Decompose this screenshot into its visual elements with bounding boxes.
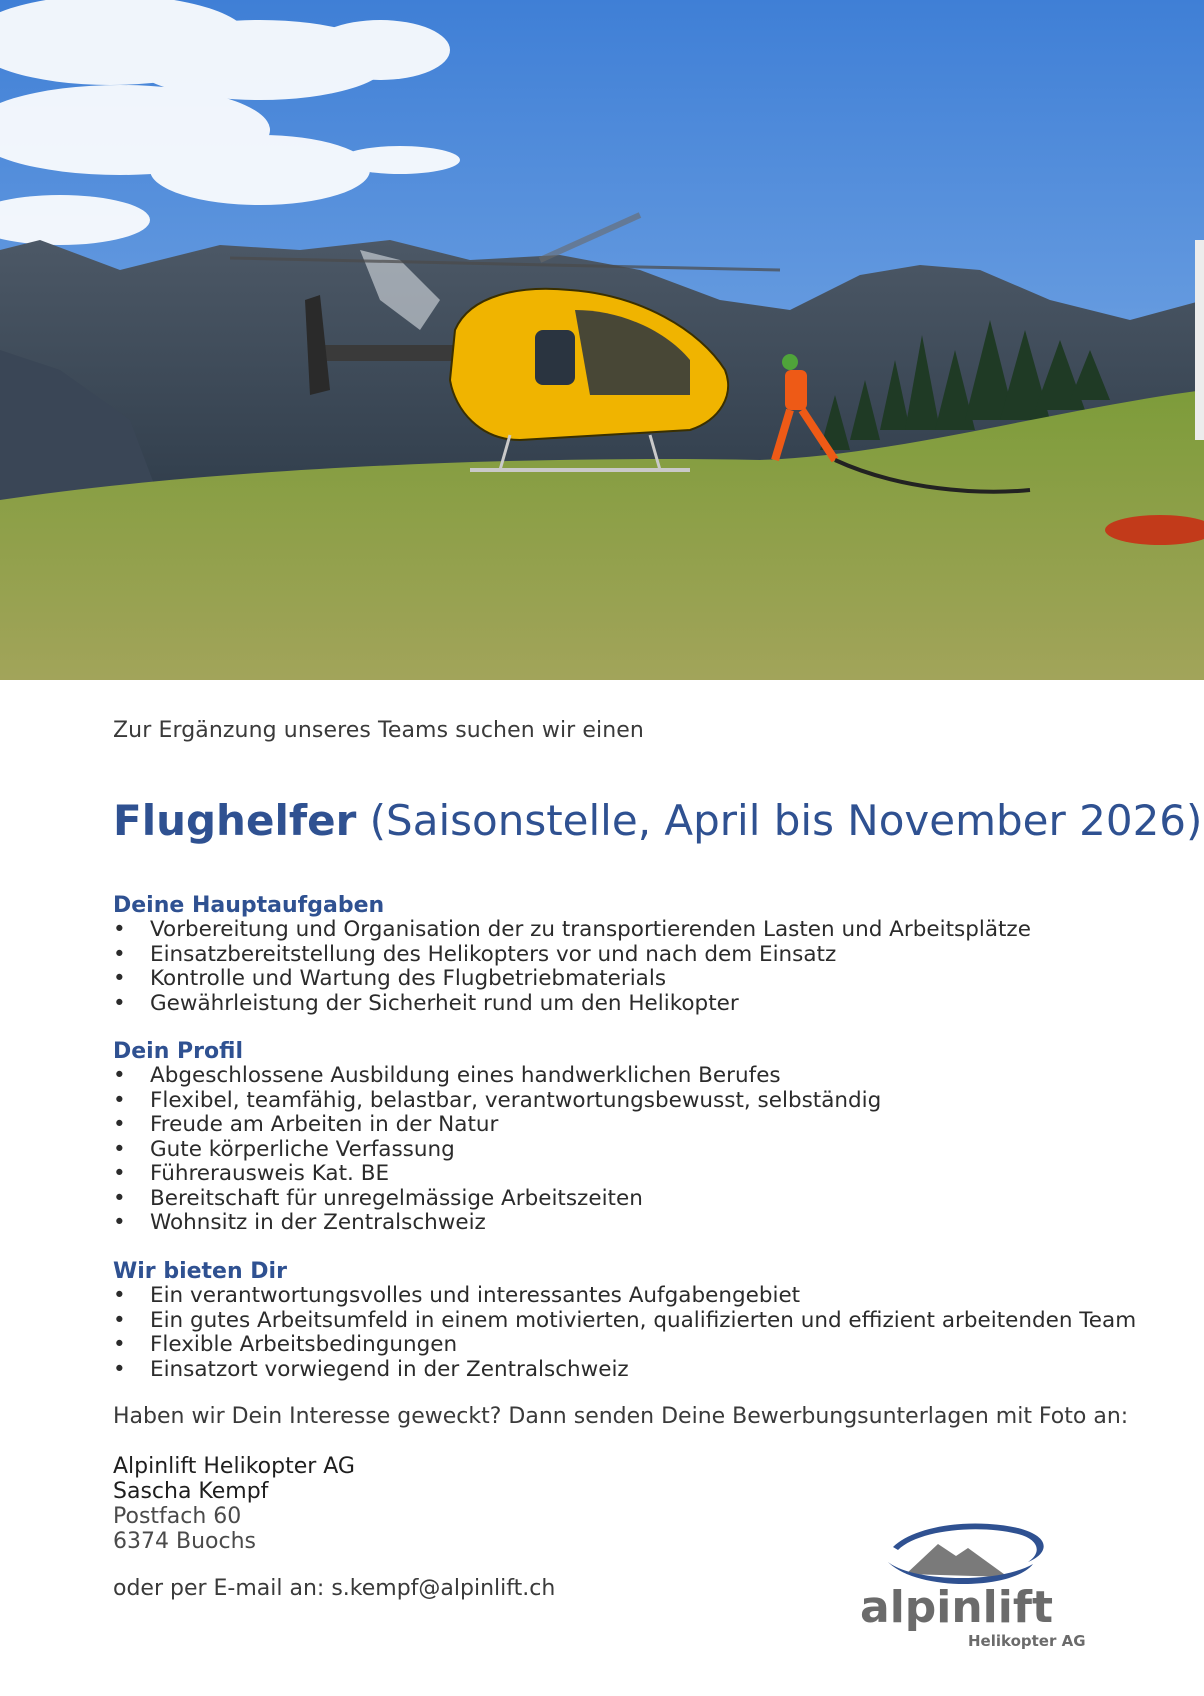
list-item: • Flexible Arbeitsbedingungen [113,1332,458,1357]
intro-text: Zur Ergänzung unseres Teams suchen wir einen [113,718,644,743]
helicopter-mountain-illustration [0,0,1204,680]
list-item: • Führerausweis Kat. BE [113,1161,390,1186]
bullet-list [113,918,1113,1016]
logo-wordmark: alpinlift [860,1582,1054,1633]
company-name: Alpinlift Helikopter AG [113,1454,355,1479]
list-item: • Wohnsitz in der Zentralschweiz [113,1210,486,1235]
list-item: • Gewährleistung der Sicherheit rund um den Helikopter [113,990,739,1016]
email-line[interactable]: oder per E-mail an: s.kempf@alpinlift.ch [113,1576,556,1601]
list-item: • Bereitschaft für unregelmässige Arbeitszeiten [113,1185,643,1211]
list-item: • Ein gutes Arbeitsumfeld in einem motivierten, qualifizierten und effizient arbeitenden Team [113,1307,1137,1333]
list-item: • Abgeschlossene Ausbildung eines handwerklichen Berufes [113,1063,781,1088]
hero-photo [0,0,1204,680]
contact-address [113,1454,355,1554]
logo-mark-icon [858,1522,1098,1652]
list-item: • Gute körperliche Verfassung [113,1136,455,1162]
job-title [113,796,1202,845]
list-item: • Flexibel, teamfähig, belastbar, verantwortungsbewusst, selbständig [113,1087,882,1113]
list-item: • Vorbereitung und Organisation der zu transportierenden Lasten und Arbeitsplätze [113,917,1031,942]
bullet-list [113,1064,1113,1236]
postal-city: 6374 Buochs [113,1529,256,1554]
logo-tagline: Helikopter AG [968,1632,1086,1650]
section-heading: Deine Hauptaufgaben [113,893,385,918]
section-heading: Wir bieten Dir [113,1259,287,1284]
section-profile [113,1039,1113,1236]
section-main-tasks [113,893,1113,1016]
postal-box: Postfach 60 [113,1504,242,1529]
application-call-text: Haben wir Dein Interesse geweckt? Dann senden Deine Bewerbungsunterlagen mit Foto an: [113,1404,1129,1429]
contact-person: Sascha Kempf [113,1479,269,1504]
list-item: • Einsatzbereitstellung des Helikopters vor und nach dem Einsatz [113,941,837,967]
job-title-subtitle: (Saisonstelle, April bis November 2026) [369,796,1203,845]
section-we-offer [113,1259,1137,1382]
list-item: • Freude am Arbeiten in der Natur [113,1112,499,1137]
list-item: • Kontrolle und Wartung des Flugbetriebmaterials [113,966,667,991]
list-item: • Ein verantwortungsvolles und interessantes Aufgabengebiet [113,1283,801,1308]
bullet-list [113,1283,1137,1382]
list-item: • Einsatzort vorwiegend in der Zentralschweiz [113,1356,629,1382]
job-title-main: Flughelfer [113,796,357,845]
alpinlift-logo [858,1522,1098,1652]
section-heading: Dein Profil [113,1039,243,1064]
